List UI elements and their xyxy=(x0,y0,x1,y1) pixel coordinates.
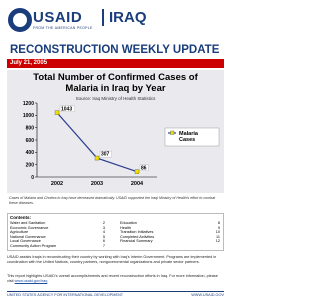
footer-website[interactable]: WWW.USAID.GOV xyxy=(191,293,224,297)
chart-title-line-1: Total Number of Confirmed Cases of xyxy=(33,72,198,83)
data-point xyxy=(135,170,139,174)
contents-item-label: Community Action Program xyxy=(10,243,57,248)
contents-item-page: 12 xyxy=(215,239,220,244)
usaid-seal-icon xyxy=(8,8,32,32)
info-paragraph xyxy=(7,274,224,283)
usaid-logo-text: USAID xyxy=(33,9,83,26)
info-text: This report highlights USAID's overall accomplishments and recent reconstruction efforts in Iraq. For more information, please visit xyxy=(7,274,218,283)
y-tick-label: 1000 xyxy=(22,113,34,120)
header xyxy=(0,0,231,38)
data-point xyxy=(95,156,99,160)
contents-item[interactable] xyxy=(120,239,220,244)
y-tick-label: 800 xyxy=(25,125,34,132)
chart-title-line-2: Malaria in Iraq by Year xyxy=(65,83,166,94)
chart-caption: Cases of Malaria and Cholera in Iraq have decreased dramatically. USAID supported the Iraqi Ministry of Health's effort to combat these diseases. xyxy=(9,196,216,205)
data-label: 1043 xyxy=(61,106,73,113)
y-tick-label: 1200 xyxy=(22,100,34,107)
contents-heading: Contents: xyxy=(10,215,31,220)
x-tick-label: 2003 xyxy=(90,181,104,187)
contents-item-label: Health xyxy=(120,225,131,230)
contents-item[interactable] xyxy=(10,244,105,249)
contents-item-label: Education xyxy=(120,221,137,225)
legend-marker xyxy=(171,131,175,135)
x-tick-label: 2002 xyxy=(50,181,64,187)
y-tick-label: 200 xyxy=(25,162,34,169)
footer-agency: UNITED STATES AGENCY FOR INTERNATIONAL DEVELOPMENT xyxy=(7,293,124,297)
usaid-iraq-link[interactable]: www.usaid.gov/iraq xyxy=(14,278,48,283)
contents-item-page: 6 xyxy=(102,239,105,244)
data-label: 86 xyxy=(141,165,147,172)
y-tick-label: 400 xyxy=(25,150,34,157)
y-tick-label: 0 xyxy=(31,174,34,181)
contents-item-page: 10 xyxy=(215,230,220,235)
legend-label: Cases xyxy=(179,137,196,143)
contents-item-page: 11 xyxy=(216,234,220,239)
legend-label: Malaria xyxy=(179,131,198,137)
data-point xyxy=(55,111,59,115)
contents-item-label: Agriculture xyxy=(10,230,29,235)
contents-item-label: Financial Summary xyxy=(120,239,153,244)
contents-item-page: 9 xyxy=(217,225,220,230)
y-tick-label: 600 xyxy=(25,137,34,144)
contents-item-label: Economic Governance xyxy=(10,225,49,230)
contents-item-label: National Governance xyxy=(10,234,46,239)
logo-divider xyxy=(102,9,104,26)
series-line xyxy=(57,113,137,172)
chart-source: Source: Iraq Ministry of Health Statistics xyxy=(75,96,156,101)
contents-item-page: 2 xyxy=(102,221,105,225)
data-label: 307 xyxy=(101,151,110,158)
malaria-chart xyxy=(7,70,224,193)
report-date: July 21, 2005 xyxy=(10,60,48,66)
contents-item-page: 8 xyxy=(217,221,220,225)
contents-item-page: 3 xyxy=(102,225,105,230)
contents-left-column xyxy=(10,221,105,249)
contents-item-page: 4 xyxy=(102,230,105,235)
contents-item-label: Transition Initiatives xyxy=(120,230,154,235)
contents-item-label: Water and Sanitation xyxy=(10,221,46,225)
contents-item-label: Local Governance xyxy=(10,239,41,244)
country-name: IRAQ xyxy=(109,9,147,26)
footer-divider xyxy=(7,291,224,292)
intro-paragraph: USAID assists Iraqis in reconstructing their country by working with Iraq's Interim Government. Programs are implemented in coordination with the United Nations, country partners, nongovernmental organizations and private sector partners. xyxy=(7,255,217,264)
page-title: RECONSTRUCTION WEEKLY UPDATE xyxy=(10,44,220,56)
contents-right-column xyxy=(120,221,220,244)
contents-item-page: 5 xyxy=(102,234,105,239)
x-tick-label: 2004 xyxy=(130,181,144,187)
contents-item-label: Completed Activities xyxy=(120,234,155,239)
contents-item-page: 7 xyxy=(102,243,105,248)
logo-tagline: FROM THE AMERICAN PEOPLE xyxy=(33,26,93,30)
